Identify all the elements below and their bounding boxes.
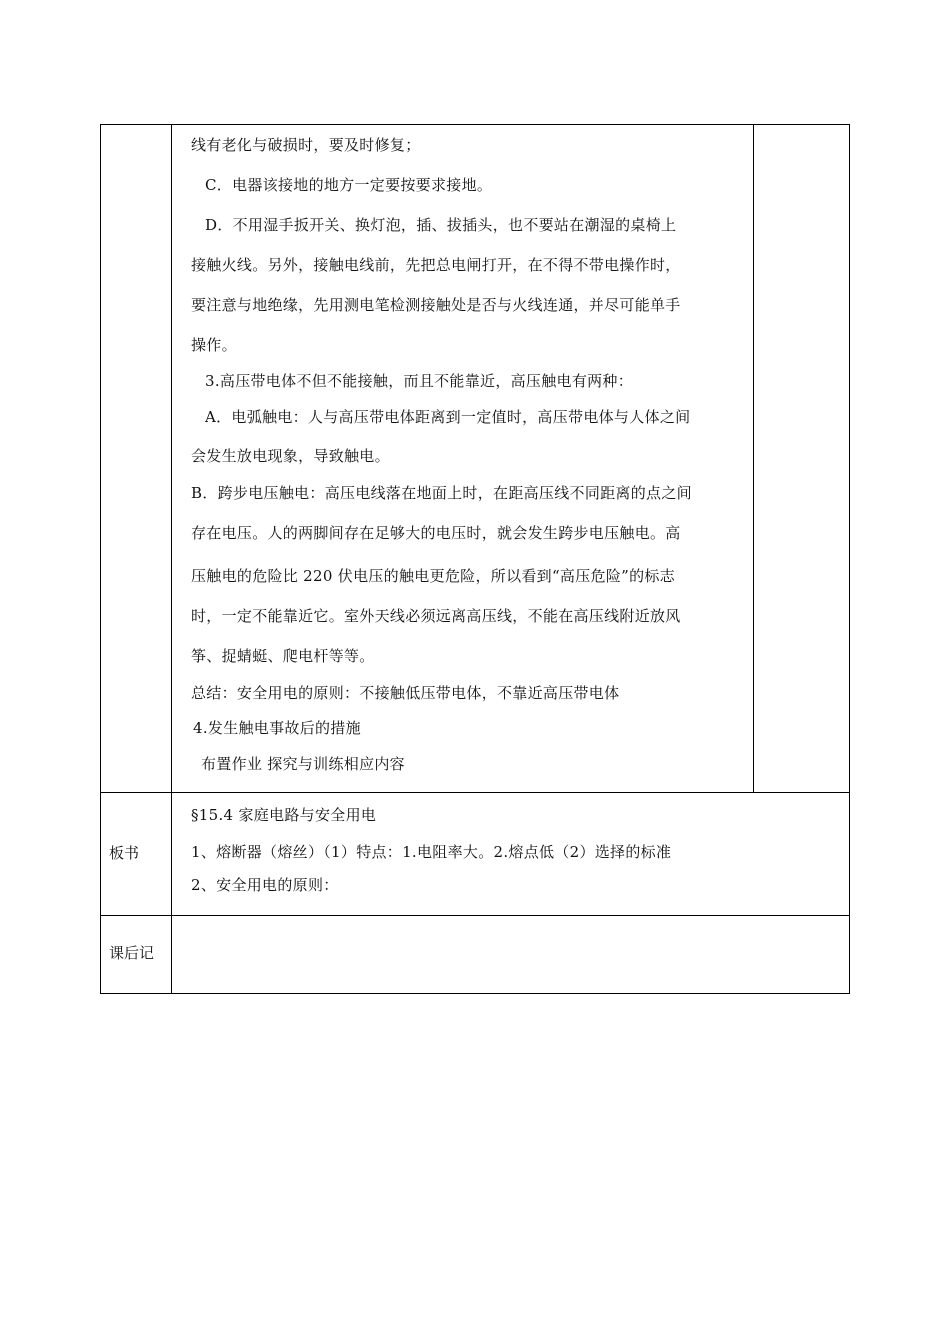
text-line: 线有老化与破损时，要及时修复； (191, 136, 421, 154)
text-line: 接触火线。另外，接触电线前，先把总电闸打开，在不得不带电操作时， (191, 256, 681, 274)
notes-content-cell (172, 916, 849, 993)
text-line: 2、安全用电的原则： (191, 876, 339, 894)
text-line: 1、熔断器（熔丝）（1）特点：1.电阻率大。2.熔点低（2）选择的标准 (191, 843, 672, 861)
text-line: A．电弧触电：人与高压带电体距离到一定值时，高压带电体与人体之间 (205, 408, 691, 426)
notes-label: 课后记 (109, 944, 155, 962)
text-line: 3.高压带电体不但不能接触，而且不能靠近，高压触电有两种： (205, 372, 634, 390)
text-line: B．跨步电压触电：高压电线落在地面上时，在距高压线不同距离的点之间 (191, 484, 692, 502)
row-divider-1 (100, 792, 850, 793)
text-line: 筝、捉蜻蜓、爬电杆等等。 (191, 647, 375, 665)
text-line: D．不用湿手扳开关、换灯泡，插、拔插头，也不要站在潮湿的桌椅上 (205, 216, 677, 234)
board-label: 板书 (109, 844, 140, 862)
column-divider-content (753, 124, 754, 793)
text-line: 会发生放电现象，导致触电。 (191, 447, 390, 465)
text-line: 压触电的危险比 220 伏电压的触电更危险，所以看到“高压危险”的标志 (191, 567, 676, 585)
table-left-border (100, 124, 101, 994)
text-line: C．电器该接地的地方一定要按要求接地。 (205, 176, 493, 194)
table-top-border (100, 124, 850, 125)
column-divider-label (171, 124, 172, 994)
text-line: §15.4 家庭电路与安全用电 (191, 806, 377, 824)
text-line: 总结：安全用电的原则：不接触低压带电体，不靠近高压带电体 (191, 684, 620, 702)
text-line: 布置作业 探究与训练相应内容 (201, 755, 405, 773)
text-line: 要注意与地绝缘，先用测电笔检测接触处是否与火线连通，并尽可能单手 (191, 296, 681, 314)
text-line: 4.发生触电事故后的措施 (193, 719, 361, 737)
table-bottom-border (100, 993, 850, 994)
table-right-border (849, 124, 850, 994)
text-line: 时，一定不能靠近它。室外天线必须远离高压线，不能在高压线附近放风 (191, 607, 681, 625)
text-line: 操作。 (191, 336, 237, 354)
text-line: 存在电压。人的两脚间存在足够大的电压时，就会发生跨步电压触电。高 (191, 524, 681, 542)
